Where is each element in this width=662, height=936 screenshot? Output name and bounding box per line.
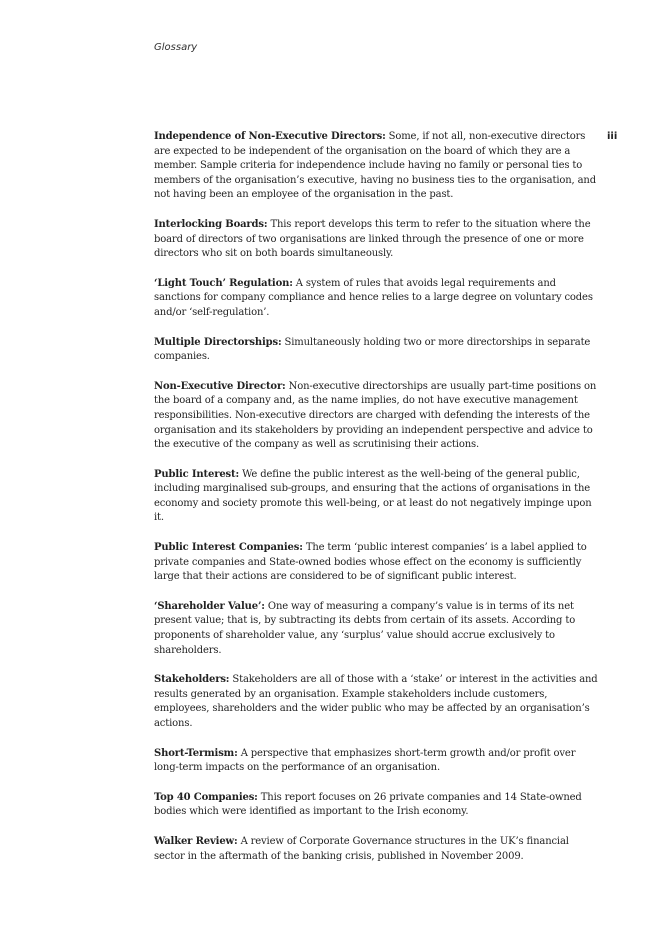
glossary-entry (154, 835, 600, 864)
glossary-definition: One way of measuring a company’s value is in terms of its net present value; that is, by subtracting its debts from certain of its assets. According to proponents of shareholder value, any ‘surplus’ value should accrue exclusively to shareholders. (154, 600, 576, 656)
glossary-entry (154, 541, 600, 585)
glossary-entry (154, 468, 600, 526)
glossary-entry (154, 791, 600, 820)
glossary-term: Independence of Non-Executive Directors: (154, 131, 386, 142)
glossary-definition: Non-executive directorships are usually part-time positions on the board of a company and, as the name implies, do not have executive management responsibilities. Non-executive directors are charged with defending the interests of the organisation and its stakeholders by providing an independent perspective and advice to the executive of the company as well as scrutinising their actions. (154, 380, 597, 451)
glossary-entry (154, 218, 600, 262)
glossary-term: Public Interest: (154, 468, 240, 480)
glossary-term: Non-Executive Director: (154, 380, 286, 392)
glossary-list (154, 130, 600, 879)
glossary-term: Short-Termism: (154, 747, 238, 759)
glossary-definition: This report focuses on 26 private companies and 14 State-owned bodies which were identified as important to the Irish economy. (154, 791, 582, 818)
glossary-entry (154, 380, 600, 453)
glossary-entry (154, 673, 600, 731)
glossary-definition: Simultaneously holding two or more directorships in separate companies. (154, 336, 591, 363)
glossary-term: Stakeholders: (154, 674, 230, 686)
glossary-term: Interlocking Boards: (154, 218, 268, 230)
glossary-entry (154, 747, 600, 776)
glossary-term: Walker Review: (154, 835, 238, 847)
glossary-term: ‘Light Touch’ Regulation: (154, 277, 293, 289)
glossary-term: Top 40 Companies: (154, 791, 258, 803)
glossary-definition: A perspective that emphasizes short-term growth and/or profit over long-term impacts on the performance of an organisation. (154, 747, 576, 774)
glossary-definition: A system of rules that avoids legal requirements and sanctions for company compliance and hence relies to a large degree on voluntary codes and/or ‘self-regulation’. (154, 277, 593, 318)
page-number: iii (607, 131, 618, 142)
glossary-definition: We define the public interest as the well-being of the general public, including marginalised sub-groups, and ensuring that the actions of organisations in the economy and society promote this well-being, or at least do not negatively impinge upon it. (154, 468, 592, 524)
glossary-entry (154, 336, 600, 365)
glossary-term: ‘Shareholder Value’: (154, 600, 265, 612)
glossary-definition: The term ‘public interest companies’ is a label applied to private companies and State-owned bodies whose effect on the economy is sufficiently large that their actions are considered to be of significant public interest. (154, 542, 587, 583)
glossary-entry (154, 600, 600, 658)
glossary-entry (154, 130, 600, 203)
glossary-term: Public Interest Companies: (154, 542, 303, 554)
running-head: Glossary (154, 42, 198, 53)
glossary-definition: Some, if not all, non-executive directors are expected to be independent of the organisation on the board of which they are a member. Sample criteria for independence include having no family or personal ties to members of the organisation’s executive, having no business ties to the organisation, and not having been an employee of the organisation in the past. (154, 131, 596, 201)
glossary-definition: Stakeholders are all of those with a ‘stake’ or interest in the activities and results generated by an organisation. Example stakeholders include customers, employees, shareholders and the wider public who may be affected by an organisation’s actions. (154, 674, 598, 729)
glossary-definition: A review of Corporate Governance structures in the UK’s financial sector in the aftermath of the banking crisis, published in November 2009. (154, 835, 569, 862)
glossary-entry (154, 277, 600, 321)
glossary-definition: This report develops this term to refer to the situation where the board of directors of two organisations are linked through the presence of one or more directors who sit on both boards simultaneously. (154, 218, 591, 260)
glossary-term: Multiple Directorships: (154, 336, 282, 348)
